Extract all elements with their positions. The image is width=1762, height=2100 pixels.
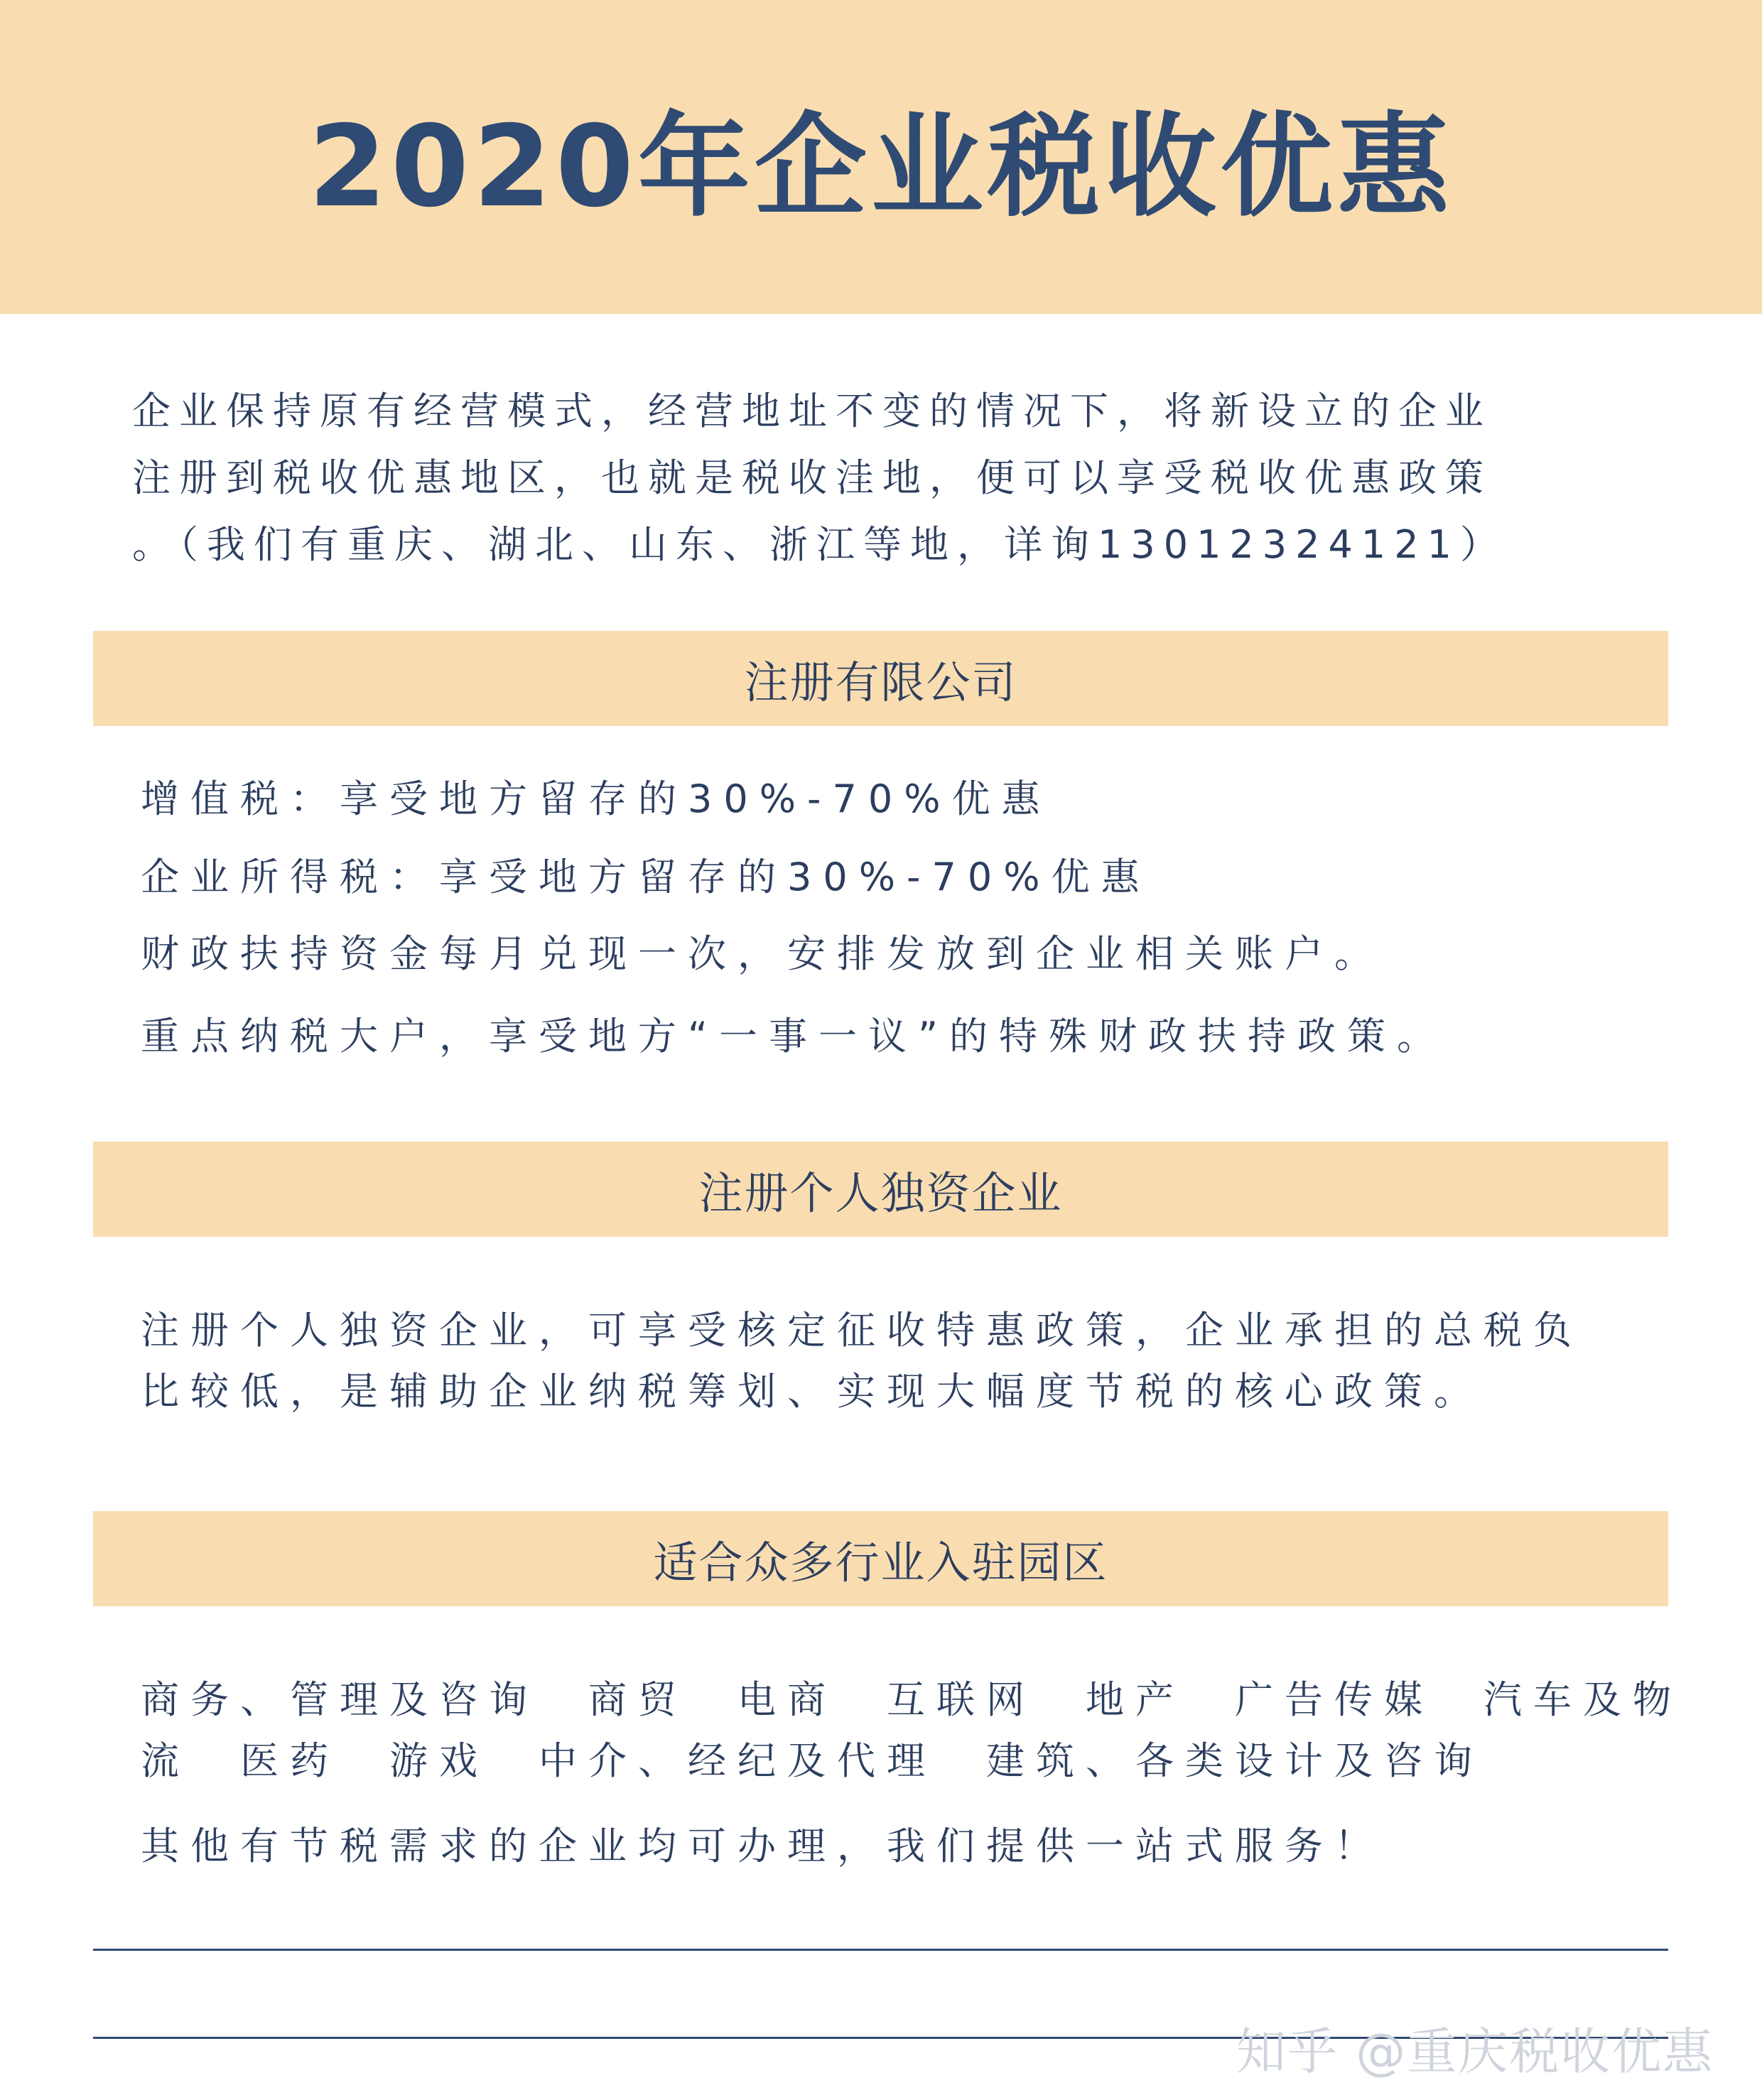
section-heading-limited-company: 注册有限公司: [93, 631, 1668, 726]
section-line: 其他有节税需求的企业均可办理，我们提供一站式服务！: [141, 1824, 1384, 1868]
section-heading-industries: 适合众多行业入驻园区: [93, 1511, 1668, 1606]
intro-paragraph: [132, 378, 1624, 578]
section-line: 商务、管理及咨询 商贸 电商 互联网 地产 广告传媒 汽车及物: [141, 1677, 1682, 1722]
zhihu-watermark: 知乎 @重庆税收优惠: [1236, 2023, 1714, 2081]
page-title: 2020年企业税收优惠: [308, 101, 1454, 232]
section-line: 流 医药 游戏 中介、经纪及代理 建筑、各类设计及咨询: [141, 1738, 1483, 1783]
intro-line: 注册到税收优惠地区，也就是税收洼地，便可以享受税收优惠政策: [132, 455, 1492, 500]
section-line: 注册个人独资企业，可享受核定征收特惠政策，企业承担的总税负: [141, 1308, 1583, 1353]
section-line: 重点纳税大户，享受地方“一事一议”的特殊财政扶持政策。: [141, 1014, 1447, 1059]
section-line: 企业所得税：享受地方留存的30%-70%优惠: [141, 855, 1151, 899]
intro-line: 。（我们有重庆、湖北、山东、浙江等地，详询13012324121）: [132, 522, 1507, 567]
section-line: 增值税：享受地方留存的30%-70%优惠: [141, 776, 1052, 821]
section-heading-sole-proprietorship: 注册个人独资企业: [93, 1142, 1668, 1237]
section-line: 比较低，是辅助企业纳税筹划、实现大幅度节税的核心政策。: [141, 1369, 1483, 1414]
intro-line: 企业保持原有经营模式，经营地址不变的情况下，将新设立的企业: [132, 389, 1492, 433]
footer-rule-top: [93, 1949, 1668, 1951]
section-line: 财政扶持资金每月兑现一次，安排发放到企业相关账户。: [141, 931, 1384, 976]
